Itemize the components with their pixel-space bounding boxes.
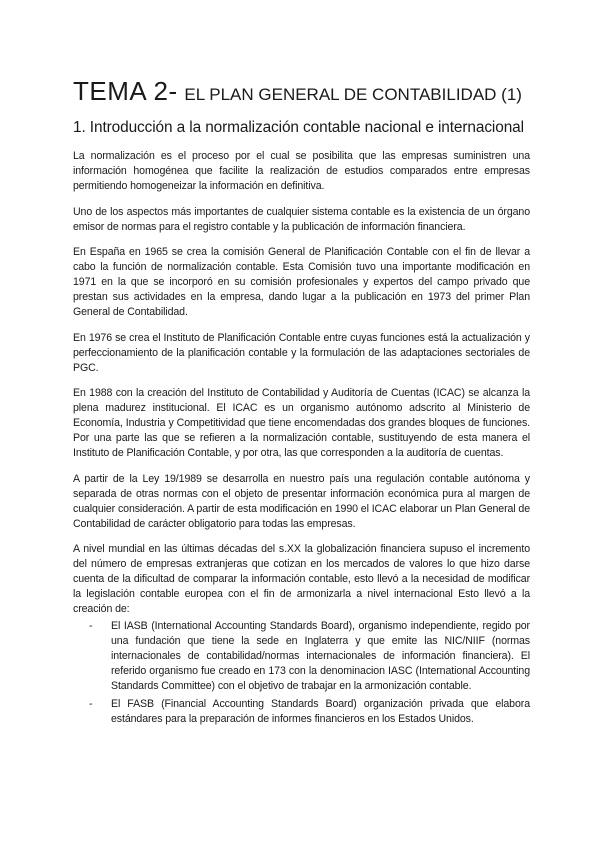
list-item [89, 619, 530, 694]
paragraph: En 1976 se crea el Instituto de Planificación Contable entre cuyas funciones está la actualización y perfeccionamiento de la planificación contable y la formulación de las adaptaciones sectoriales de PGC. [73, 331, 530, 374]
title-prefix: TEMA 2- [73, 76, 178, 106]
paragraph: La normalización es el proceso por el cual se posibilita que las empresas suministren una información homogénea que facilite la realización de estudios comparados entre empresas permitiendo homogeneizar la información en definitiva. [73, 150, 530, 192]
paragraph: A partir de la Ley 19/1989 se desarrolla en nuestro país una regulación contable autónoma y separada de otras normas con el objeto de presentar información económica pura al margen de cualquier consideración. A partir de esta modificación en 1990 el ICAC elaborar un Plan General de Contabilidad de carácter obligatorio para todas las empresas. [73, 472, 530, 530]
paragraph: En España en 1965 se crea la comisión General de Planificación Contable con el fin de llevar a cabo la función de normalización contable. Esta Comisión tuvo una importante modificación en 1971 en la que se incorporó en su comisión profesionales y expertos del campo privado que prestan sus actividades en la empresa, dando lugar a la publicación en 1973 del primer Plan General de Contabilidad. [73, 246, 530, 318]
list-bullet: - [89, 620, 93, 632]
list-bullet: - [89, 698, 93, 710]
title-rest: EL PLAN GENERAL DE CONTABILIDAD (1) [179, 85, 522, 104]
paragraph: A nivel mundial en las últimas décadas del s.XX la globalización financiera supuso el incremento del número de empresas extranjeras que cotizan en los mercados de valores lo que hizo darse cuenta de la dificultad de comparar la información contable, esto llevó a la necesidad de modificar la legislación contable europea con el fin de armonizarla a nivel internacional Esto llevó a la creación de: [73, 543, 530, 615]
page-title [73, 74, 530, 110]
paragraph: Uno de los aspectos más importantes de cualquier sistema contable es la existencia de un órgano emisor de normas para el registro contable y la publicación de información financiera. [73, 205, 530, 233]
section-heading: 1. Introducción a la normalización contable nacional e internacional [73, 119, 524, 136]
list-item-text: El FASB (Financial Accounting Standards Board) organización privada que elabora estándares para la preparación de informes financieros en los Estados Unidos. [111, 698, 530, 725]
paragraph: En 1988 con la creación del Instituto de Contabilidad y Auditoría de Cuentas (ICAC) se alcanza la plena madurez institucional. El ICAC es un organismo autónomo adscrito al Ministerio de Economía, Industria y Competitividad que tiene encomendadas dos grandes bloques de funciones. Por una parte las que se refieren a la normalización contable, sustituyendo de esta manera el Instituto de Planificación Contable, y por otra, las que corresponden a la auditoría de cuentas. [73, 387, 530, 459]
organizations-list [73, 619, 530, 727]
list-item [89, 697, 530, 727]
list-item-text: El IASB (International Accounting Standards Board), organismo independiente, regido por una fundación que tiene la sede en Inglaterra y que emite las NIC/NIIF (normas internacionales de contabilidad/normas internacionales de información financiera). El referido organismo fue creado en 173 con la denominacion IASC (International Accounting Standards Committee) con el objetivo de trabajar en la armonización contable. [111, 620, 530, 692]
